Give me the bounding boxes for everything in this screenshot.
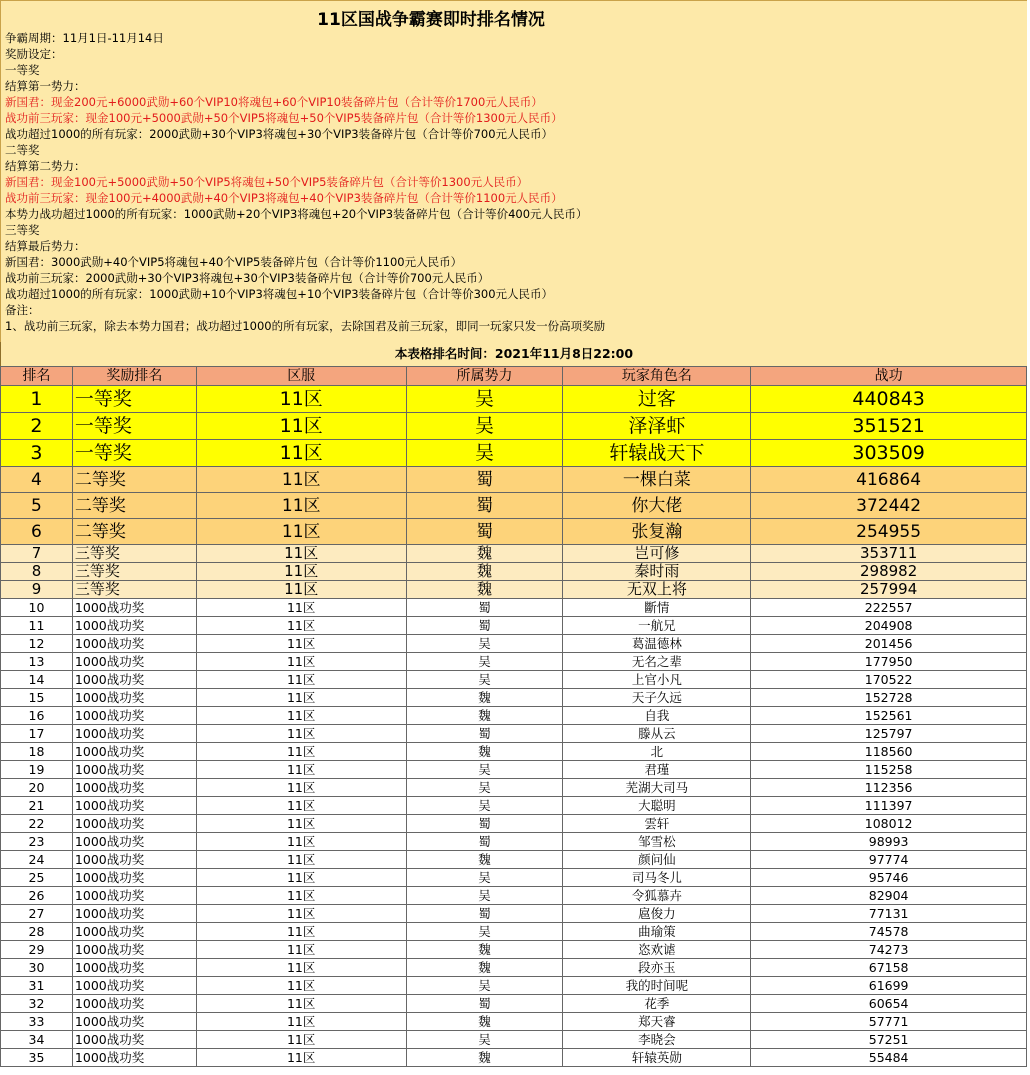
merit-cell[interactable]: 108012 [751, 815, 1027, 833]
award-cell[interactable]: 三等奖 [72, 563, 196, 581]
faction-cell[interactable]: 吴 [406, 635, 563, 653]
table-row [1, 833, 1027, 851]
rank-cell[interactable]: 15 [1, 689, 73, 707]
faction-cell[interactable]: 吴 [406, 977, 563, 995]
faction-cell[interactable]: 吴 [406, 797, 563, 815]
award-cell[interactable]: 1000战功奖 [72, 977, 196, 995]
rank-cell[interactable]: 8 [1, 563, 73, 581]
award-cell[interactable]: 一等奖 [72, 413, 196, 440]
rank-cell[interactable]: 21 [1, 797, 73, 815]
merit-cell[interactable]: 152728 [751, 689, 1027, 707]
rank-cell[interactable]: 7 [1, 545, 73, 563]
table-row [1, 707, 1027, 725]
table-row [1, 545, 1027, 563]
ranking-table [0, 366, 1027, 1067]
player-name-cell[interactable]: 你大佬 [563, 493, 751, 519]
award-cell[interactable]: 1000战功奖 [72, 833, 196, 851]
rank-cell[interactable]: 16 [1, 707, 73, 725]
rank-cell[interactable]: 6 [1, 519, 73, 545]
merit-cell[interactable]: 97774 [751, 851, 1027, 869]
table-row [1, 413, 1027, 440]
rules-line: 二等奖 [5, 143, 40, 157]
faction-cell[interactable]: 蜀 [406, 599, 563, 617]
rank-cell[interactable]: 1 [1, 386, 73, 413]
server-cell[interactable]: 11区 [196, 493, 406, 519]
faction-cell[interactable]: 吴 [406, 1031, 563, 1049]
rank-cell[interactable]: 2 [1, 413, 73, 440]
faction-cell[interactable]: 吴 [406, 923, 563, 941]
table-header-row [1, 367, 1027, 386]
server-cell[interactable]: 11区 [196, 743, 406, 761]
rank-cell[interactable]: 12 [1, 635, 73, 653]
server-cell[interactable]: 11区 [196, 1013, 406, 1031]
faction-cell[interactable]: 魏 [406, 563, 563, 581]
table-row [1, 599, 1027, 617]
player-name-cell[interactable]: 无名之辈 [563, 653, 751, 671]
merit-cell[interactable]: 298982 [751, 563, 1027, 581]
table-row [1, 1049, 1027, 1067]
rules-line: 战功前三玩家：现金100元+4000武勋+40个VIP3将魂包+40个VIP3装备碎片包（合计等价1100元人民币） [5, 191, 563, 205]
faction-cell[interactable]: 吴 [406, 779, 563, 797]
server-cell[interactable]: 11区 [196, 905, 406, 923]
player-name-cell[interactable]: 曲瑜策 [563, 923, 751, 941]
rank-cell[interactable]: 9 [1, 581, 73, 599]
rules-panel [0, 0, 1027, 344]
table-row [1, 797, 1027, 815]
faction-cell[interactable]: 魏 [406, 743, 563, 761]
faction-cell[interactable]: 魏 [406, 941, 563, 959]
merit-cell[interactable]: 74273 [751, 941, 1027, 959]
award-cell[interactable]: 1000战功奖 [72, 707, 196, 725]
player-name-cell[interactable]: 恣欢谑 [563, 941, 751, 959]
server-cell[interactable]: 11区 [196, 617, 406, 635]
faction-cell[interactable]: 蜀 [406, 905, 563, 923]
merit-cell[interactable]: 303509 [751, 440, 1027, 467]
rank-cell[interactable]: 26 [1, 887, 73, 905]
col-header-merit[interactable]: 战功 [751, 367, 1027, 386]
player-name-cell[interactable]: 过客 [563, 386, 751, 413]
table-row [1, 467, 1027, 493]
server-cell[interactable]: 11区 [196, 761, 406, 779]
faction-cell[interactable]: 蜀 [406, 833, 563, 851]
rank-cell[interactable]: 22 [1, 815, 73, 833]
rank-cell[interactable]: 30 [1, 959, 73, 977]
faction-cell[interactable]: 魏 [406, 689, 563, 707]
player-name-cell[interactable]: 花季 [563, 995, 751, 1013]
rank-cell[interactable]: 14 [1, 671, 73, 689]
table-row [1, 977, 1027, 995]
server-cell[interactable]: 11区 [196, 959, 406, 977]
faction-cell[interactable]: 魏 [406, 959, 563, 977]
player-name-cell[interactable]: 我的时间呢 [563, 977, 751, 995]
rank-cell[interactable]: 18 [1, 743, 73, 761]
faction-cell[interactable]: 蜀 [406, 519, 563, 545]
faction-cell[interactable]: 吴 [406, 386, 563, 413]
award-cell[interactable]: 1000战功奖 [72, 725, 196, 743]
player-name-cell[interactable]: 葛温德林 [563, 635, 751, 653]
col-header-rank[interactable]: 排名 [1, 367, 73, 386]
rules-line: 争霸周期：11月1日-11月14日 [5, 31, 164, 45]
rank-cell[interactable]: 32 [1, 995, 73, 1013]
server-cell[interactable]: 11区 [196, 1031, 406, 1049]
server-cell[interactable]: 11区 [196, 545, 406, 563]
award-cell[interactable]: 一等奖 [72, 440, 196, 467]
award-cell[interactable]: 一等奖 [72, 386, 196, 413]
rules-line: 备注： [5, 303, 40, 317]
merit-cell[interactable]: 57251 [751, 1031, 1027, 1049]
faction-cell[interactable]: 魏 [406, 581, 563, 599]
award-cell[interactable]: 1000战功奖 [72, 887, 196, 905]
player-name-cell[interactable]: 泽泽虾 [563, 413, 751, 440]
page-title: 11区国战争霸赛即时排名情况 [317, 10, 545, 30]
server-cell[interactable]: 11区 [196, 923, 406, 941]
player-name-cell[interactable]: 轩辕英勋 [563, 1049, 751, 1067]
server-cell[interactable]: 11区 [196, 851, 406, 869]
player-name-cell[interactable]: 君瑾 [563, 761, 751, 779]
award-cell[interactable]: 三等奖 [72, 581, 196, 599]
award-cell[interactable]: 1000战功奖 [72, 905, 196, 923]
rank-cell[interactable]: 23 [1, 833, 73, 851]
award-cell[interactable]: 1000战功奖 [72, 1013, 196, 1031]
merit-cell[interactable]: 98993 [751, 833, 1027, 851]
server-cell[interactable]: 11区 [196, 653, 406, 671]
server-cell[interactable]: 11区 [196, 671, 406, 689]
award-cell[interactable]: 1000战功奖 [72, 689, 196, 707]
player-name-cell[interactable]: 轩辕战天下 [563, 440, 751, 467]
player-name-cell[interactable]: 无双上将 [563, 581, 751, 599]
award-cell[interactable]: 1000战功奖 [72, 779, 196, 797]
faction-cell[interactable]: 吴 [406, 671, 563, 689]
faction-cell[interactable]: 魏 [406, 707, 563, 725]
server-cell[interactable]: 11区 [196, 887, 406, 905]
rules-line: 本势力战功超过1000的所有玩家：1000武勋+20个VIP3将魂包+20个VIP3装备碎片包（合计等价400元人民币） [5, 207, 588, 221]
col-header-player-name[interactable]: 玩家角色名 [563, 367, 751, 386]
merit-cell[interactable]: 125797 [751, 725, 1027, 743]
server-cell[interactable]: 11区 [196, 599, 406, 617]
server-cell[interactable]: 11区 [196, 869, 406, 887]
rank-cell[interactable]: 10 [1, 599, 73, 617]
award-cell[interactable]: 1000战功奖 [72, 923, 196, 941]
player-name-cell[interactable]: 邹雪松 [563, 833, 751, 851]
rank-cell[interactable]: 19 [1, 761, 73, 779]
player-name-cell[interactable]: 自我 [563, 707, 751, 725]
award-cell[interactable]: 1000战功奖 [72, 1049, 196, 1067]
table-row [1, 671, 1027, 689]
col-header-server[interactable]: 区服 [196, 367, 406, 386]
server-cell[interactable]: 11区 [196, 833, 406, 851]
merit-cell[interactable]: 440843 [751, 386, 1027, 413]
rules-line: 1、战功前三玩家，除去本势力国君；战功超过1000的所有玩家，去除国君及前三玩家，即同一玩家只发一份高项奖励 [5, 319, 606, 333]
merit-cell[interactable]: 118560 [751, 743, 1027, 761]
server-cell[interactable]: 11区 [196, 467, 406, 493]
table-row [1, 959, 1027, 977]
player-name-cell[interactable]: 芜湖大司马 [563, 779, 751, 797]
rank-cell[interactable]: 33 [1, 1013, 73, 1031]
table-row [1, 995, 1027, 1013]
table-row [1, 1013, 1027, 1031]
merit-cell[interactable]: 222557 [751, 599, 1027, 617]
table-row [1, 386, 1027, 413]
server-cell[interactable]: 11区 [196, 977, 406, 995]
table-row [1, 493, 1027, 519]
server-cell[interactable]: 11区 [196, 413, 406, 440]
player-name-cell[interactable]: 司马冬儿 [563, 869, 751, 887]
faction-cell[interactable]: 魏 [406, 1049, 563, 1067]
rules-line: 新国君：现金100元+5000武勋+50个VIP5将魂包+50个VIP5装备碎片包（合计等价1300元人民币） [5, 175, 529, 189]
player-name-cell[interactable]: 郑天睿 [563, 1013, 751, 1031]
merit-cell[interactable]: 170522 [751, 671, 1027, 689]
table-row [1, 923, 1027, 941]
faction-cell[interactable]: 吴 [406, 653, 563, 671]
award-cell[interactable]: 1000战功奖 [72, 869, 196, 887]
faction-cell[interactable]: 吴 [406, 887, 563, 905]
rules-line: 结算最后势力： [5, 239, 86, 253]
server-cell[interactable]: 11区 [196, 779, 406, 797]
table-row [1, 851, 1027, 869]
award-cell[interactable]: 二等奖 [72, 493, 196, 519]
table-row [1, 617, 1027, 635]
server-cell[interactable]: 11区 [196, 689, 406, 707]
faction-cell[interactable]: 蜀 [406, 617, 563, 635]
rules-line: 结算第二势力： [5, 159, 86, 173]
server-cell[interactable]: 11区 [196, 440, 406, 467]
rank-cell[interactable]: 11 [1, 617, 73, 635]
rank-cell[interactable]: 20 [1, 779, 73, 797]
player-name-cell[interactable]: 一航兄 [563, 617, 751, 635]
server-cell[interactable]: 11区 [196, 941, 406, 959]
award-cell[interactable]: 1000战功奖 [72, 995, 196, 1013]
player-name-cell[interactable]: 令狐慕卉 [563, 887, 751, 905]
table-row [1, 519, 1027, 545]
player-name-cell[interactable]: 扈俊力 [563, 905, 751, 923]
rank-cell[interactable]: 27 [1, 905, 73, 923]
table-row [1, 779, 1027, 797]
award-cell[interactable]: 二等奖 [72, 467, 196, 493]
award-cell[interactable]: 1000战功奖 [72, 761, 196, 779]
faction-cell[interactable]: 蜀 [406, 493, 563, 519]
faction-cell[interactable]: 蜀 [406, 725, 563, 743]
player-name-cell[interactable]: 上官小凡 [563, 671, 751, 689]
player-name-cell[interactable]: 张复瀚 [563, 519, 751, 545]
award-cell[interactable]: 1000战功奖 [72, 653, 196, 671]
rank-cell[interactable]: 29 [1, 941, 73, 959]
server-cell[interactable]: 11区 [196, 581, 406, 599]
rules-line: 一等奖 [5, 63, 40, 77]
server-cell[interactable]: 11区 [196, 386, 406, 413]
player-name-cell[interactable]: 秦时雨 [563, 563, 751, 581]
table-row [1, 941, 1027, 959]
table-row [1, 1031, 1027, 1049]
rules-line: 战功前三玩家：现金100元+5000武勋+50个VIP5将魂包+50个VIP5装备碎片包（合计等价1300元人民币） [5, 111, 563, 125]
server-cell[interactable]: 11区 [196, 797, 406, 815]
merit-cell[interactable]: 152561 [751, 707, 1027, 725]
rules-line: 战功前三玩家：2000武勋+30个VIP3将魂包+30个VIP3装备碎片包（合计等价700元人民币） [5, 271, 490, 285]
player-name-cell[interactable]: 斷情 [563, 599, 751, 617]
table-row [1, 563, 1027, 581]
rank-cell[interactable]: 4 [1, 467, 73, 493]
rank-cell[interactable]: 31 [1, 977, 73, 995]
faction-cell[interactable]: 魏 [406, 1013, 563, 1031]
merit-cell[interactable]: 201456 [751, 635, 1027, 653]
merit-cell[interactable]: 204908 [751, 617, 1027, 635]
rank-cell[interactable]: 34 [1, 1031, 73, 1049]
server-cell[interactable]: 11区 [196, 563, 406, 581]
award-cell[interactable]: 1000战功奖 [72, 743, 196, 761]
faction-cell[interactable]: 吴 [406, 413, 563, 440]
rank-cell[interactable]: 13 [1, 653, 73, 671]
merit-cell[interactable]: 115258 [751, 761, 1027, 779]
player-name-cell[interactable]: 段亦玉 [563, 959, 751, 977]
player-name-cell[interactable]: 大聪明 [563, 797, 751, 815]
merit-cell[interactable]: 111397 [751, 797, 1027, 815]
award-cell[interactable]: 三等奖 [72, 545, 196, 563]
rules-line: 三等奖 [5, 223, 40, 237]
award-cell[interactable]: 1000战功奖 [72, 941, 196, 959]
table-row [1, 887, 1027, 905]
col-header-award[interactable]: 奖励排名 [72, 367, 196, 386]
merit-cell[interactable]: 67158 [751, 959, 1027, 977]
faction-cell[interactable]: 蜀 [406, 815, 563, 833]
award-cell[interactable]: 1000战功奖 [72, 959, 196, 977]
table-row [1, 440, 1027, 467]
faction-cell[interactable]: 吴 [406, 869, 563, 887]
merit-cell[interactable]: 372442 [751, 493, 1027, 519]
server-cell[interactable]: 11区 [196, 725, 406, 743]
rules-line: 新国君：3000武勋+40个VIP5将魂包+40个VIP5装备碎片包（合计等价1100元人民币） [5, 255, 463, 269]
col-header-faction[interactable]: 所属势力 [406, 367, 563, 386]
server-cell[interactable]: 11区 [196, 635, 406, 653]
rules-line: 战功超过1000的所有玩家：1000武勋+10个VIP3将魂包+10个VIP3装备碎片包（合计等价300元人民币） [5, 287, 554, 301]
merit-cell[interactable]: 351521 [751, 413, 1027, 440]
merit-cell[interactable]: 82904 [751, 887, 1027, 905]
faction-cell[interactable]: 吴 [406, 440, 563, 467]
award-cell[interactable]: 1000战功奖 [72, 815, 196, 833]
rules-line: 战功超过1000的所有玩家：2000武勋+30个VIP3将魂包+30个VIP3装备碎片包（合计等价700元人民币） [5, 127, 554, 141]
table-row [1, 743, 1027, 761]
table-row [1, 581, 1027, 599]
faction-cell[interactable]: 魏 [406, 545, 563, 563]
table-row [1, 815, 1027, 833]
player-name-cell[interactable]: 一棵白菜 [563, 467, 751, 493]
faction-cell[interactable]: 魏 [406, 851, 563, 869]
rank-cell[interactable]: 24 [1, 851, 73, 869]
merit-cell[interactable]: 254955 [751, 519, 1027, 545]
table-row [1, 869, 1027, 887]
merit-cell[interactable]: 77131 [751, 905, 1027, 923]
rank-cell[interactable]: 25 [1, 869, 73, 887]
award-cell[interactable]: 1000战功奖 [72, 617, 196, 635]
rank-cell[interactable]: 35 [1, 1049, 73, 1067]
award-cell[interactable]: 1000战功奖 [72, 635, 196, 653]
merit-cell[interactable]: 74578 [751, 923, 1027, 941]
player-name-cell[interactable]: 滕从云 [563, 725, 751, 743]
player-name-cell[interactable]: 岂可修 [563, 545, 751, 563]
ranking-time: 本表格排名时间：2021年11月8日22:00 [0, 342, 1027, 367]
table-row [1, 635, 1027, 653]
table-row [1, 725, 1027, 743]
server-cell[interactable]: 11区 [196, 707, 406, 725]
merit-cell[interactable]: 353711 [751, 545, 1027, 563]
faction-cell[interactable]: 吴 [406, 761, 563, 779]
award-cell[interactable]: 二等奖 [72, 519, 196, 545]
award-cell[interactable]: 1000战功奖 [72, 671, 196, 689]
player-name-cell[interactable]: 李晓会 [563, 1031, 751, 1049]
award-cell[interactable]: 1000战功奖 [72, 1031, 196, 1049]
player-name-cell[interactable]: 北 [563, 743, 751, 761]
rank-cell[interactable]: 17 [1, 725, 73, 743]
rules-line: 新国君：现金200元+6000武勋+60个VIP10将魂包+60个VIP10装备碎片包（合计等价1700元人民币） [5, 95, 543, 109]
merit-cell[interactable]: 61699 [751, 977, 1027, 995]
award-cell[interactable]: 1000战功奖 [72, 797, 196, 815]
faction-cell[interactable]: 蜀 [406, 467, 563, 493]
rank-cell[interactable]: 3 [1, 440, 73, 467]
merit-cell[interactable]: 95746 [751, 869, 1027, 887]
faction-cell[interactable]: 蜀 [406, 995, 563, 1013]
award-cell[interactable]: 1000战功奖 [72, 851, 196, 869]
merit-cell[interactable]: 416864 [751, 467, 1027, 493]
player-name-cell[interactable]: 颜问仙 [563, 851, 751, 869]
player-name-cell[interactable]: 天子久远 [563, 689, 751, 707]
table-row [1, 761, 1027, 779]
rules-line: 结算第一势力： [5, 79, 86, 93]
table-row [1, 905, 1027, 923]
table-row [1, 653, 1027, 671]
player-name-cell[interactable]: 雲轩 [563, 815, 751, 833]
server-cell[interactable]: 11区 [196, 995, 406, 1013]
merit-cell[interactable]: 55484 [751, 1049, 1027, 1067]
server-cell[interactable]: 11区 [196, 519, 406, 545]
rules-line: 奖励设定： [5, 47, 63, 61]
merit-cell[interactable]: 112356 [751, 779, 1027, 797]
award-cell[interactable]: 1000战功奖 [72, 599, 196, 617]
merit-cell[interactable]: 60654 [751, 995, 1027, 1013]
server-cell[interactable]: 11区 [196, 815, 406, 833]
rank-cell[interactable]: 28 [1, 923, 73, 941]
rank-cell[interactable]: 5 [1, 493, 73, 519]
server-cell[interactable]: 11区 [196, 1049, 406, 1067]
merit-cell[interactable]: 57771 [751, 1013, 1027, 1031]
merit-cell[interactable]: 177950 [751, 653, 1027, 671]
table-row [1, 689, 1027, 707]
merit-cell[interactable]: 257994 [751, 581, 1027, 599]
